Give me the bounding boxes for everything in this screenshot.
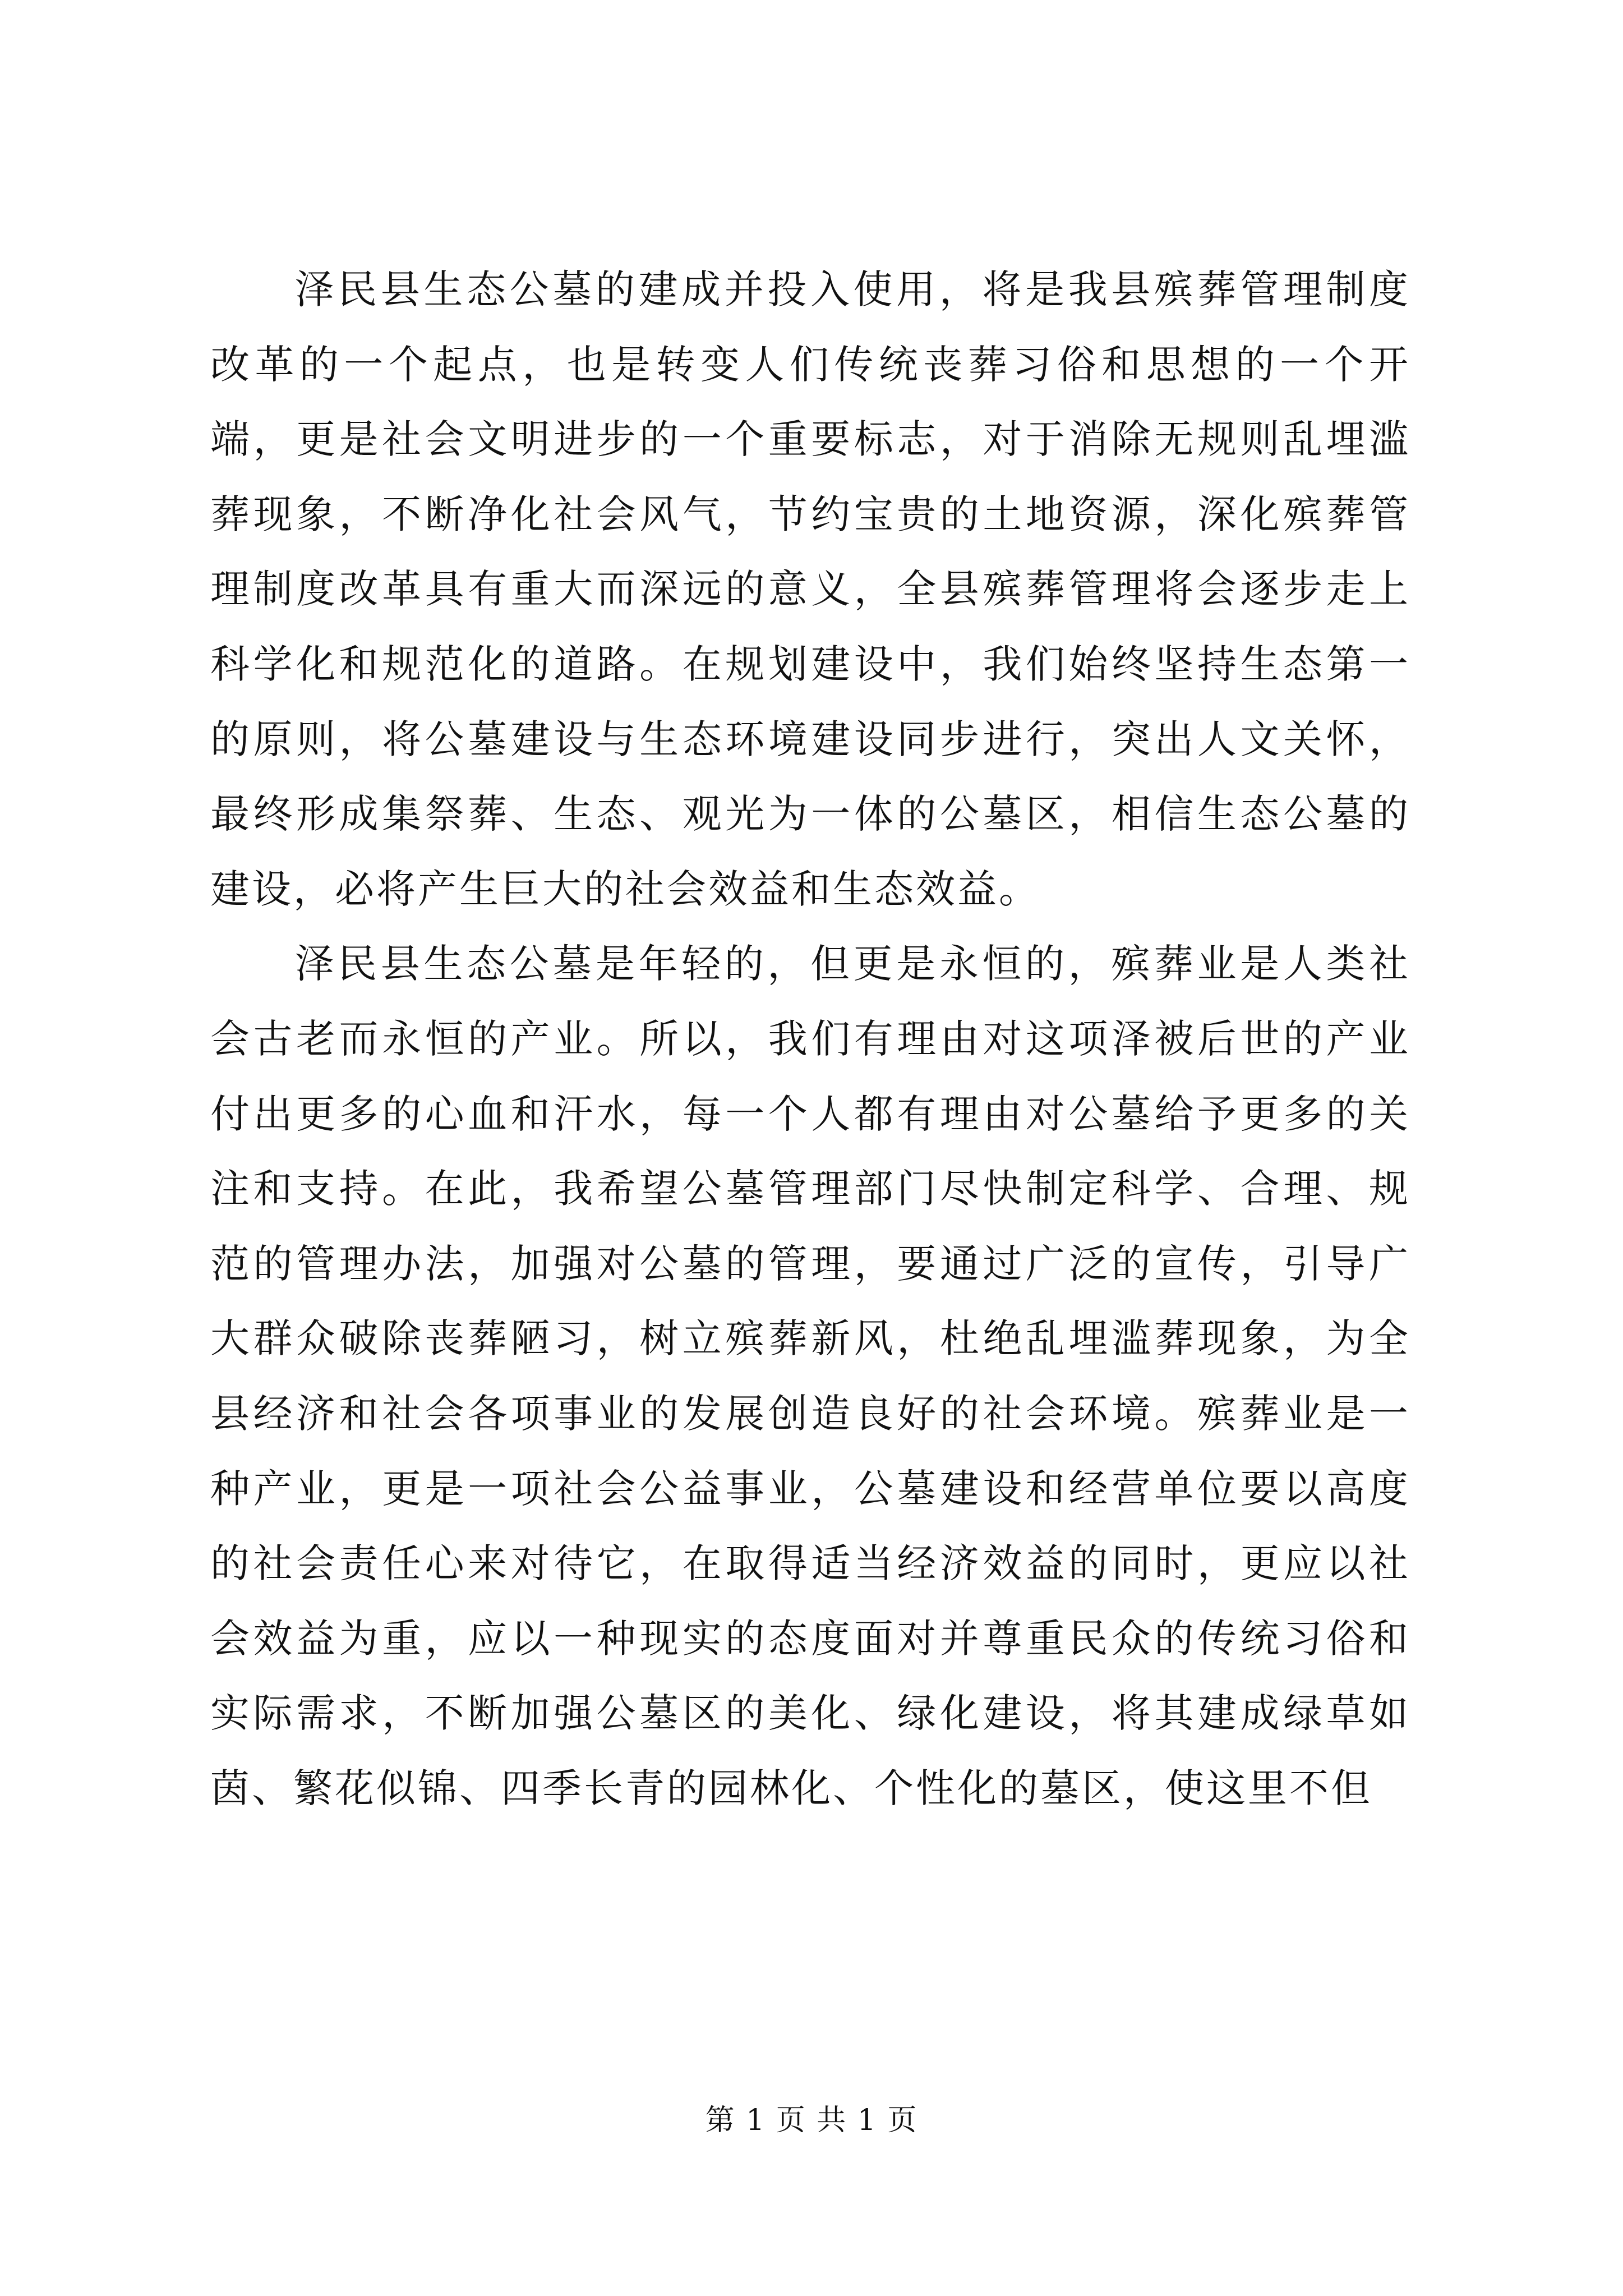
paragraph-1: 泽民县生态公墓的建成并投入使用，将是我县殡葬管理制度改革的一个起点，也是转变人们传统丧葬习俗和思想的一个开端，更是社会文明进步的一个重要标志，对于消除无规则乱埋滥葬现象，不断净化社会风气，节约宝贵的土地资源，深化殡葬管理制度改革具有重大而深远的意义，全县殡葬管理将会逐步走上科学化和规范化的道路。在规划建设中，我们始终坚持生态第一的原则，将公墓建设与生态环境建设同步进行，突出人文关怀，最终形成集祭葬、生态、观光为一体的公墓区，相信生态公墓的建设，必将产生巨大的社会效益和生态效益。 xyxy=(210,266,1410,912)
paragraph-2: 泽民县生态公墓是年轻的，但更是永恒的，殡葬业是人类社会古老而永恒的产业。所以，我们有理由对这项泽被后世的产业付出更多的心血和汗水，每一个人都有理由对公墓给予更多的关注和支持。在此，我希望公墓管理部门尽快制定科学、合理、规范的管理办法，加强对公墓的管理，要通过广泛的宣传，引导广大群众破除丧葬陋习，树立殡葬新风，杜绝乱埋滥葬现象，为全县经济和社会各项事业的发展创造良好的社会环境。殡葬业是一种产业，更是一项社会公益事业，公墓建设和经营单位要以高度的社会责任心来对待它，在取得适当经济效益的同时，更应以社会效益为重，应以一种现实的态度面对并尊重民众的传统习俗和实际需求，不断加强公墓区的美化、绿化建设，将其建成绿草如茵、繁花似锦、四季长青的园林化、个性化的墓区，使这里不但 xyxy=(210,941,1410,1811)
page-footer: 第 1 页 共 1 页 xyxy=(705,2104,918,2137)
document-body xyxy=(210,252,1410,1826)
